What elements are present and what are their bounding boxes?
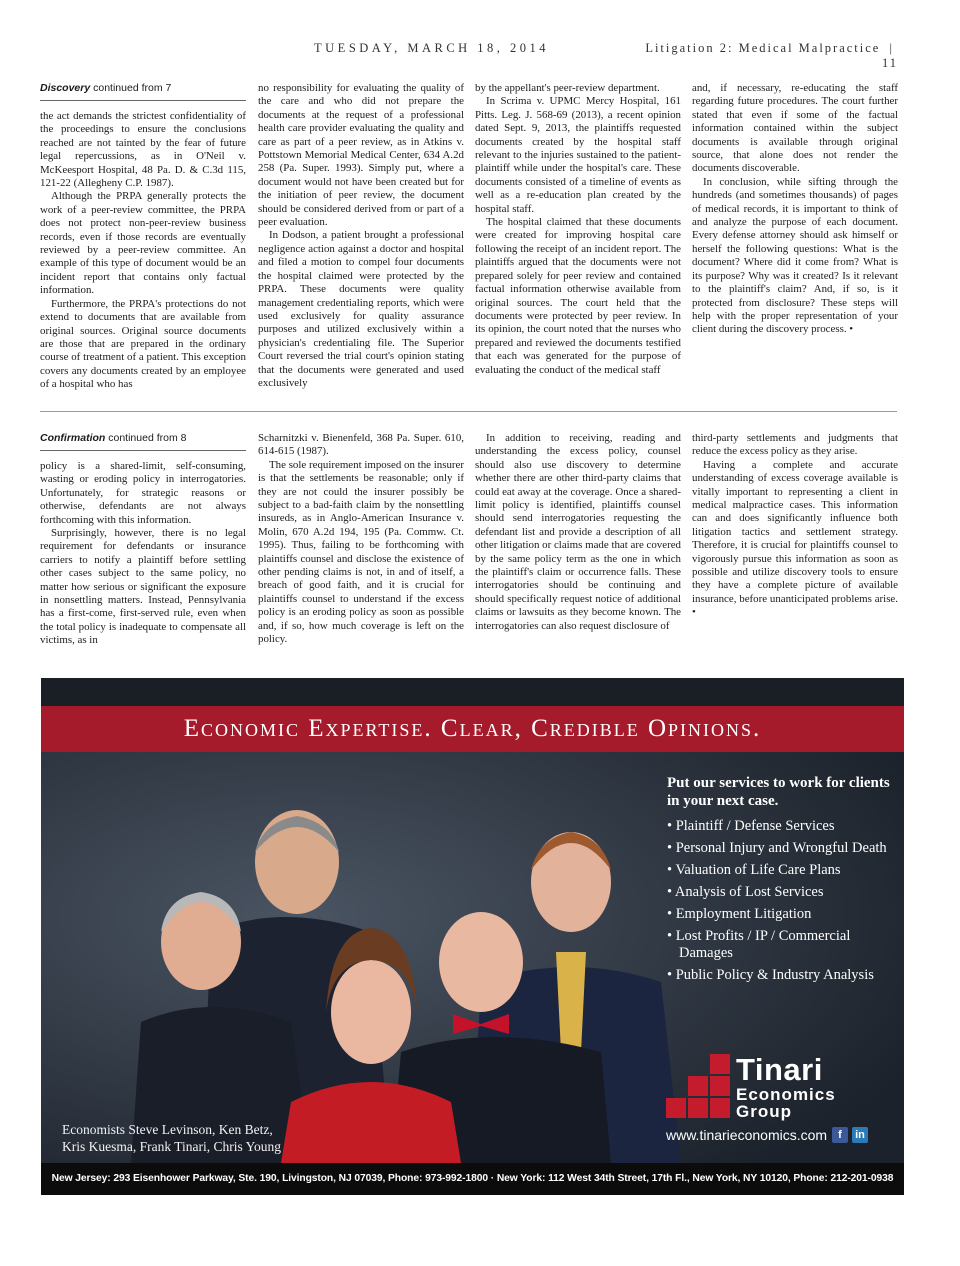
caption-line: Kris Kuesma, Frank Tinari, Chris Young — [62, 1139, 282, 1154]
paragraph: no responsibility for evaluating the quality of the care and who did not prepare the documents at the request of a professional health care provider evaluating the quality and care as part of a peer review, as in Atkins v. Pottstown Memorial Medical Center, 634 A.2d 258 (Pa. Super. 1993). Simply put, where a document would not have been created but for the initiation of peer review, the document should be considered derived from or part of a peer evaluation. — [258, 82, 464, 229]
tinari-logo — [666, 1052, 896, 1122]
discovery-kicker-suffix: continued from 7 — [90, 82, 172, 94]
ad-pitch: Put our services to work for clients in your next case. — [667, 775, 890, 809]
logo-mark-icon — [666, 1054, 732, 1120]
service-item: • Lost Profits / IP / Commercial Damages — [667, 928, 897, 962]
paragraph: In Scrima v. UPMC Mercy Hospital, 161 Pitts. Leg. J. 568-69 (2013), a recent opinion dated Sept. 9, 2013, the plaintiffs requested documents created by the hospital staff relevant to the injuries sustained to the patient-plaintiff while under the hospital's care. These documents consisted of a timeline of events as well as a re-education plan created by the hospital staff. — [475, 95, 681, 215]
issue-date: TUESDAY, MARCH 18, 2014 — [314, 41, 550, 55]
logo-main: Tinari — [736, 1052, 823, 1087]
photo-caption — [62, 1121, 362, 1155]
discovery-column-2 — [258, 82, 464, 394]
website-link[interactable]: www.tinarieconomics.com — [666, 1127, 828, 1143]
person-tie — [556, 952, 586, 1052]
paragraph: the act demands the strictest confidentiality of the proceedings to ensure the conclusions reached are not tainted by the fear of future legal repercussions, as in O'Neil v. McKeesport Hospital, 48 Pa. D. & C.3d 115, 121-22 (Allegheny C.P. 1987). — [40, 110, 246, 190]
paragraph: by the appellant's peer-review department. — [475, 82, 660, 94]
caption-line: Economists Steve Levinson, Ken Betz, — [62, 1122, 273, 1137]
paragraph: Furthermore, the PRPA's protections do not extend to documents that are available from original sources. Original source documents are those that are prepared in the ordinary course of treatment of a patient. This exception covers any documents created by an employee of a hospital who has — [40, 297, 246, 391]
ad-footer-addresses: New Jersey: 293 Eisenhower Parkway, Ste. 190, Livingston, NJ 07039, Phone: 973-992-1800 · New York: 112 West 34th Street, 17th Fl., New York, NY 10120, Phone: 212-201-0938 — [41, 1163, 904, 1195]
confirmation-column-1 — [40, 432, 246, 654]
paragraph: In addition to receiving, reading and understanding the excess policy, counsel should also use discovery to determine whether there are other third-party claims that could eat away at the coverage. Once a shared-limit policy is identified, plaintiffs counsel should send interrogatories requesting the defendant list and provide a description of all other litigation or claims made that are covered by the same policy term as the one in which the plaintiff's claim or occurrence falls. These interrogatories should be continuing and should specifically request notice of additional claims or lawsuits as they become known. The interrogatories can also request disclosure of — [475, 432, 681, 632]
tinari-advertisement — [41, 678, 904, 1195]
confirmation-article — [40, 432, 897, 654]
discovery-column-1 — [40, 82, 246, 394]
section-divider — [40, 411, 897, 412]
service-item: • Analysis of Lost Services — [667, 884, 897, 901]
discovery-column-4 — [692, 82, 898, 394]
logo-sub-1: Economics — [736, 1085, 836, 1104]
logo-sub-2: Group — [736, 1102, 792, 1121]
service-item: • Valuation of Life Care Plans — [667, 862, 897, 879]
service-item: • Personal Injury and Wrongful Death — [667, 840, 897, 857]
paragraph: third-party settlements and judgments that reduce the excess policy as they arise. — [692, 432, 898, 458]
paragraph: The sole requirement imposed on the insurer is that the settlements be reasonable; only if they are not could the insurer possibly be subject to a bad-faith claim by the nonsettling insureds, as in Anglo-American Insurance v. Molin, 670 A.2d 194, 195 (Pa. Commw. Ct. 1995). Thus, failing to be forthcoming with plaintiffs counsel and disclose the existence of other pending claims is not, in and of itself, a breach of good faith, and it is crucial for plaintiffs counsel to understand if the excess policy is an eroding policy as soon as possible and, if so, how much coverage is left on the policy. — [258, 458, 464, 646]
section-name: Litigation 2: Medical Malpractice — [645, 41, 881, 55]
confirmation-kicker-title: Confirmation — [40, 432, 106, 444]
facebook-icon[interactable]: f — [832, 1127, 848, 1143]
paragraph: Scharnitzki v. Bienenfeld, 368 Pa. Super. 610, 614-615 (1987). — [258, 432, 464, 458]
page-number: 11 — [881, 56, 898, 70]
services-list — [667, 818, 897, 989]
paragraph: In conclusion, while sifting through the hundreds (and sometimes thousands) of pages of medical records, it is important to think of and analyze the purpose of each document. Every defense attorney should ask himself or herself the following questions: What is the document? Where did it come from? What is its purpose? Why was it created? Is it relevant to the plaintiff's claim? And, if so, is it protected from disclosure? These steps will help with the proper representation of your client during the discovery process. • — [692, 175, 898, 336]
discovery-kicker-title: Discovery — [40, 82, 91, 94]
person-face — [331, 960, 411, 1064]
discovery-column-3 — [475, 82, 681, 394]
paragraph: and, if necessary, re-educating the staff regarding future procedures. The court further stated that even if some of the factual information contained within the subject documents is available through original source, that alone does not render the documents discoverable. — [692, 82, 898, 175]
paragraph: In Dodson, a patient brought a professional negligence action against a doctor and hospital and filed a motion to compel four documents the hospital claimed were protected by the PRPA. These documents were quality management credentialing reports, which were used exclusively for quality assurance purposes and utilized exclusively within a physician's credentialing file. The Superior Court reversed the trial court's opinion stating that the documents were generated and used exclusively — [258, 229, 464, 389]
paragraph: policy is a shared-limit, self-consuming, wasting or eroding policy in interrogatories. Unfortunately, for strategic reasons or otherwise, defendants are not always forthcoming with this information. — [40, 460, 246, 526]
confirmation-column-4 — [692, 432, 898, 654]
confirmation-kicker — [40, 432, 246, 451]
service-item: • Employment Litigation — [667, 906, 897, 923]
paragraph: The hospital claimed that these documents were created for improving hospital care following the receipt of an incident report. The plaintiffs argued that the documents were not prepared solely for peer review and contained factual information otherwise available from original sources. The court held that the documents were protected by peer review. In its opinion, the court noted that the nurses who prepared and reviewed the documents testified that each was generated for the purpose of evaluating the conduct of the medical staff — [475, 216, 681, 376]
confirmation-column-3 — [475, 432, 681, 654]
logo-text — [736, 1054, 836, 1120]
linkedin-icon[interactable]: in — [852, 1127, 868, 1143]
paragraph: Surprisingly, however, there is no legal requirement for defendants or insurance carriers to notify a plaintiff before settling other cases subject to the same policy, no matter how serious or significant the exposure in nonsettling matters. Instead, Pennsylvania has a first-come, first-served rule, even when the total policy is inadequate to compensate all victims, as in — [40, 527, 246, 647]
header-separator: | — [889, 41, 894, 55]
running-head — [300, 41, 898, 71]
ad-banner: Economic Expertise. Clear, Credible Opinions. — [41, 706, 904, 752]
person-face — [439, 912, 523, 1012]
confirmation-kicker-suffix: continued from 8 — [105, 432, 187, 444]
service-item: • Plaintiff / Defense Services — [667, 818, 897, 835]
discovery-kicker — [40, 82, 246, 101]
paragraph: Having a complete and accurate understanding of excess coverage available is vitally important to representing a client in medical malpractice cases. This information can and does significantly influence both litigation tactics and settlement strategy. Therefore, it is crucial for plaintiffs counsel to vigorously pursue this information as soon as possible and utilize discovery tools to ensure they have a complete picture of available insurance, before unanticipated problems arise. • — [692, 458, 898, 619]
paragraph: Although the PRPA generally protects the work of a peer-review committee, the PRPA does not protect non-peer-review business records, even if those records are eventually reviewed by a peer-review committee. An example of this type of document would be an incident report that contains only factual information. — [40, 190, 246, 297]
discovery-article — [40, 82, 897, 394]
confirmation-column-2 — [258, 432, 464, 654]
service-item: • Public Policy & Industry Analysis — [667, 967, 897, 984]
